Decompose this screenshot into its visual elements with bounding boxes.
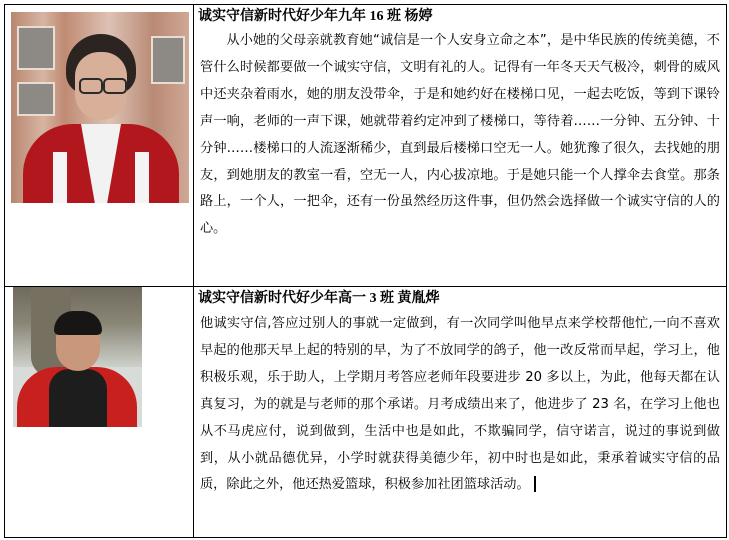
honor-roll-sheet xyxy=(4,4,726,540)
profile-table xyxy=(4,4,727,538)
profile-paragraph: 从小她的父母亲就教育她“诚信是一个人安身立命之本”，是中华民族的传统美德，不管什么时候都要做一个诚实守信，文明有礼的人。记得有一年冬天天气极冷，刺骨的威风中还夹杂着雨水，她的朋友没带伞，于是和她约好在楼梯口见，一起去吃饭，等到下课铃声一响，老师的一声下课，她就带着约定冲到了楼梯口，等待着……一分钟、五分钟、十分钟……楼梯口的人流逐渐稀少，直到最后楼梯口空无一人。她犹豫了很久，去找她的朋友，到她朋友的教室一看，空无一人，内心拔凉地。于是她只能一个人撑伞去食堂。那条路上，一个人，一把伞，还有一份虽然经历这件事，但仍然会选择做一个诚实守信的人的心。 xyxy=(200,33,720,237)
student-photo xyxy=(11,12,189,203)
profile-row xyxy=(5,5,727,287)
profile-paragraph xyxy=(200,311,720,499)
profile-title: 诚实守信新时代好少年高一 3 班 黄胤烨 xyxy=(198,291,440,306)
photo-cell xyxy=(5,5,194,287)
profile-title: 诚实守信新时代好少年九年 16 班 杨婷 xyxy=(198,9,433,24)
profile-text-cell xyxy=(194,5,727,287)
profile-text-cell xyxy=(194,287,727,538)
paragraph-text: 他诚实守信,答应过别人的事就一定做到，有一次同学叫他早点来学校帮他忙,一向不喜欢早起的他那天早上起的特别的早，为了不放同学的鸽子，他一改反常而早起，学习上，他积极乐观，乐于助人，上学期月考答应老师年段要进步 20 多以上，为此，他每天都在认真复习，为的就是与老师的那个承诺。月考成绩出来了，他进步了 23 名，在学习上他也从不马虎应付，说到做到，生活中也是如此，不欺骗同学，信守诺言，说过的事说到做到，从小就品德优异，小学时就获得美德少年，初中时也是如此，秉承着诚实守信的品质，除此之外，他还热爱篮球，积极参加社团篮球活动。 xyxy=(200,316,720,493)
student-photo xyxy=(13,287,142,427)
profile-row xyxy=(5,287,727,538)
text-cursor xyxy=(534,476,536,492)
photo-cell xyxy=(5,287,194,538)
